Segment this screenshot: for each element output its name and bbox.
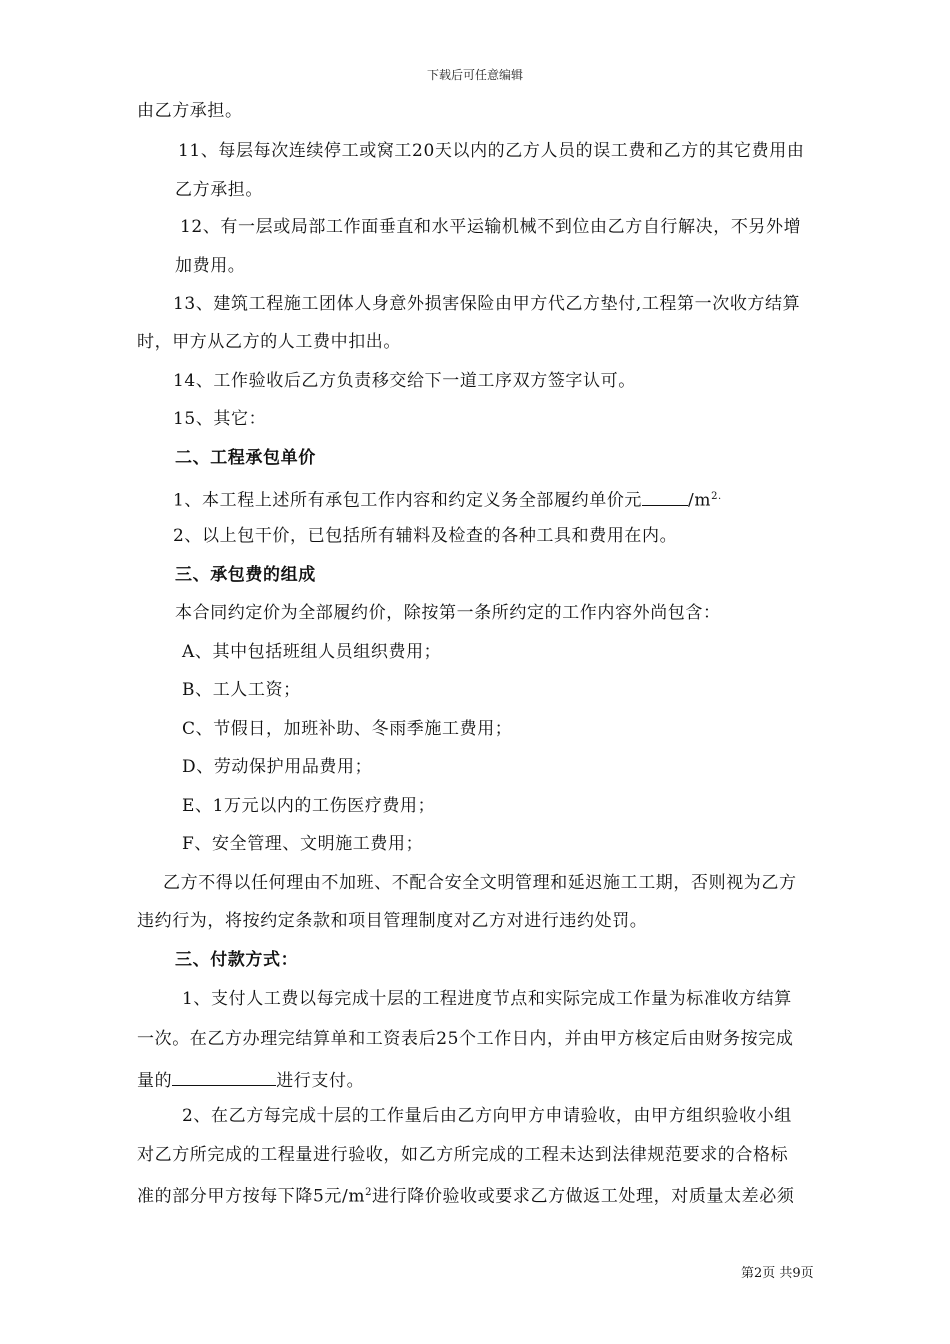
text-line: 时，甲方从乙方的人工费中扣出。	[137, 332, 401, 352]
deduction-prefix: 准的部分甲方按每下降5元/m	[137, 1186, 366, 1207]
payment-ratio-line	[137, 1067, 364, 1092]
deduction-suffix: 进行降价验收或要求乙方做返工处理，对质量太差必须	[372, 1186, 795, 1207]
text-line: 加费用。	[175, 256, 246, 276]
section-heading-payment: 三、付款方式：	[175, 950, 299, 970]
list-item: E、1万元以内的工伤医疗费用；	[182, 796, 436, 816]
payment-ratio-suffix: 进行支付。	[276, 1071, 365, 1091]
text-line: 15、其它：	[173, 409, 267, 429]
text-line: 2、以上包干价，已包括所有辅料及检查的各种工具和费用在内。	[173, 526, 678, 546]
text-line: 一次。在乙方办理完结算单和工资表后25个工作日内，并由甲方核定后由财务按完成	[137, 1029, 794, 1049]
payment-ratio-blank	[172, 1067, 276, 1086]
text-line: 本合同约定价为全部履约价，除按第一条所约定的工作内容外尚包含：	[175, 603, 721, 623]
text-line: 1、支付人工费以每完成十层的工程进度节点和实际完成工作量为标准收方结算	[182, 989, 792, 1009]
text-line: 14、工作验收后乙方负责移交给下一道工序双方签字认可。	[173, 371, 636, 391]
list-item: C、节假日，加班补助、冬雨季施工费用；	[182, 719, 513, 739]
unit-price-unit: /m	[688, 490, 712, 511]
list-item: F、安全管理、文明施工费用；	[182, 834, 424, 854]
text-line: 2、在乙方每完成十层的工作量后由乙方向甲方申请验收，由甲方组织验收小组	[182, 1106, 792, 1126]
text-line: 11、每层每次连续停工或窝工20天以内的乙方人员的误工费和乙方的其它费用由	[178, 141, 805, 161]
section-heading-fee-composition: 三、承包费的组成	[175, 565, 316, 585]
deduction-line	[137, 1182, 794, 1208]
section-heading-unit-price: 二、工程承包单价	[175, 448, 316, 468]
payment-ratio-prefix: 量的	[137, 1071, 173, 1091]
list-item: A、其中包括班组人员组织费用；	[182, 642, 442, 662]
text-line: 对乙方所完成的工程量进行验收，如乙方所完成的工程未达到法律规范要求的合格标	[137, 1145, 789, 1165]
unit-price-blank	[642, 487, 688, 506]
unit-price-text: 1、本工程上述所有承包工作内容和约定义务全部履约单价元	[173, 490, 643, 511]
deduction-sup: 2	[365, 1187, 373, 1198]
text-line: 由乙方承担。	[137, 101, 243, 121]
unit-price-line	[173, 486, 722, 512]
page-header: 下载后可任意编辑	[426, 68, 523, 82]
text-line: 13、建筑工程施工团体人身意外损害保险由甲方代乙方垫付,工程第一次收方结算	[173, 294, 801, 314]
unit-price-sup: 2.	[711, 491, 722, 502]
text-line: 12、有一层或局部工作面垂直和水平运输机械不到位由乙方自行解决，不另外增	[180, 217, 802, 237]
list-item: D、劳动保护用品费用；	[182, 757, 373, 777]
text-line: 违约行为，将按约定条款和项目管理制度对乙方对进行违约处罚。	[137, 911, 648, 931]
list-item: B、工人工资；	[182, 680, 301, 700]
text-line: 乙方不得以任何理由不加班、不配合安全文明管理和延迟施工工期，否则视为乙方	[163, 873, 797, 893]
text-line: 乙方承担。	[175, 180, 263, 200]
page-number: 第2页 共9页	[741, 1266, 814, 1281]
